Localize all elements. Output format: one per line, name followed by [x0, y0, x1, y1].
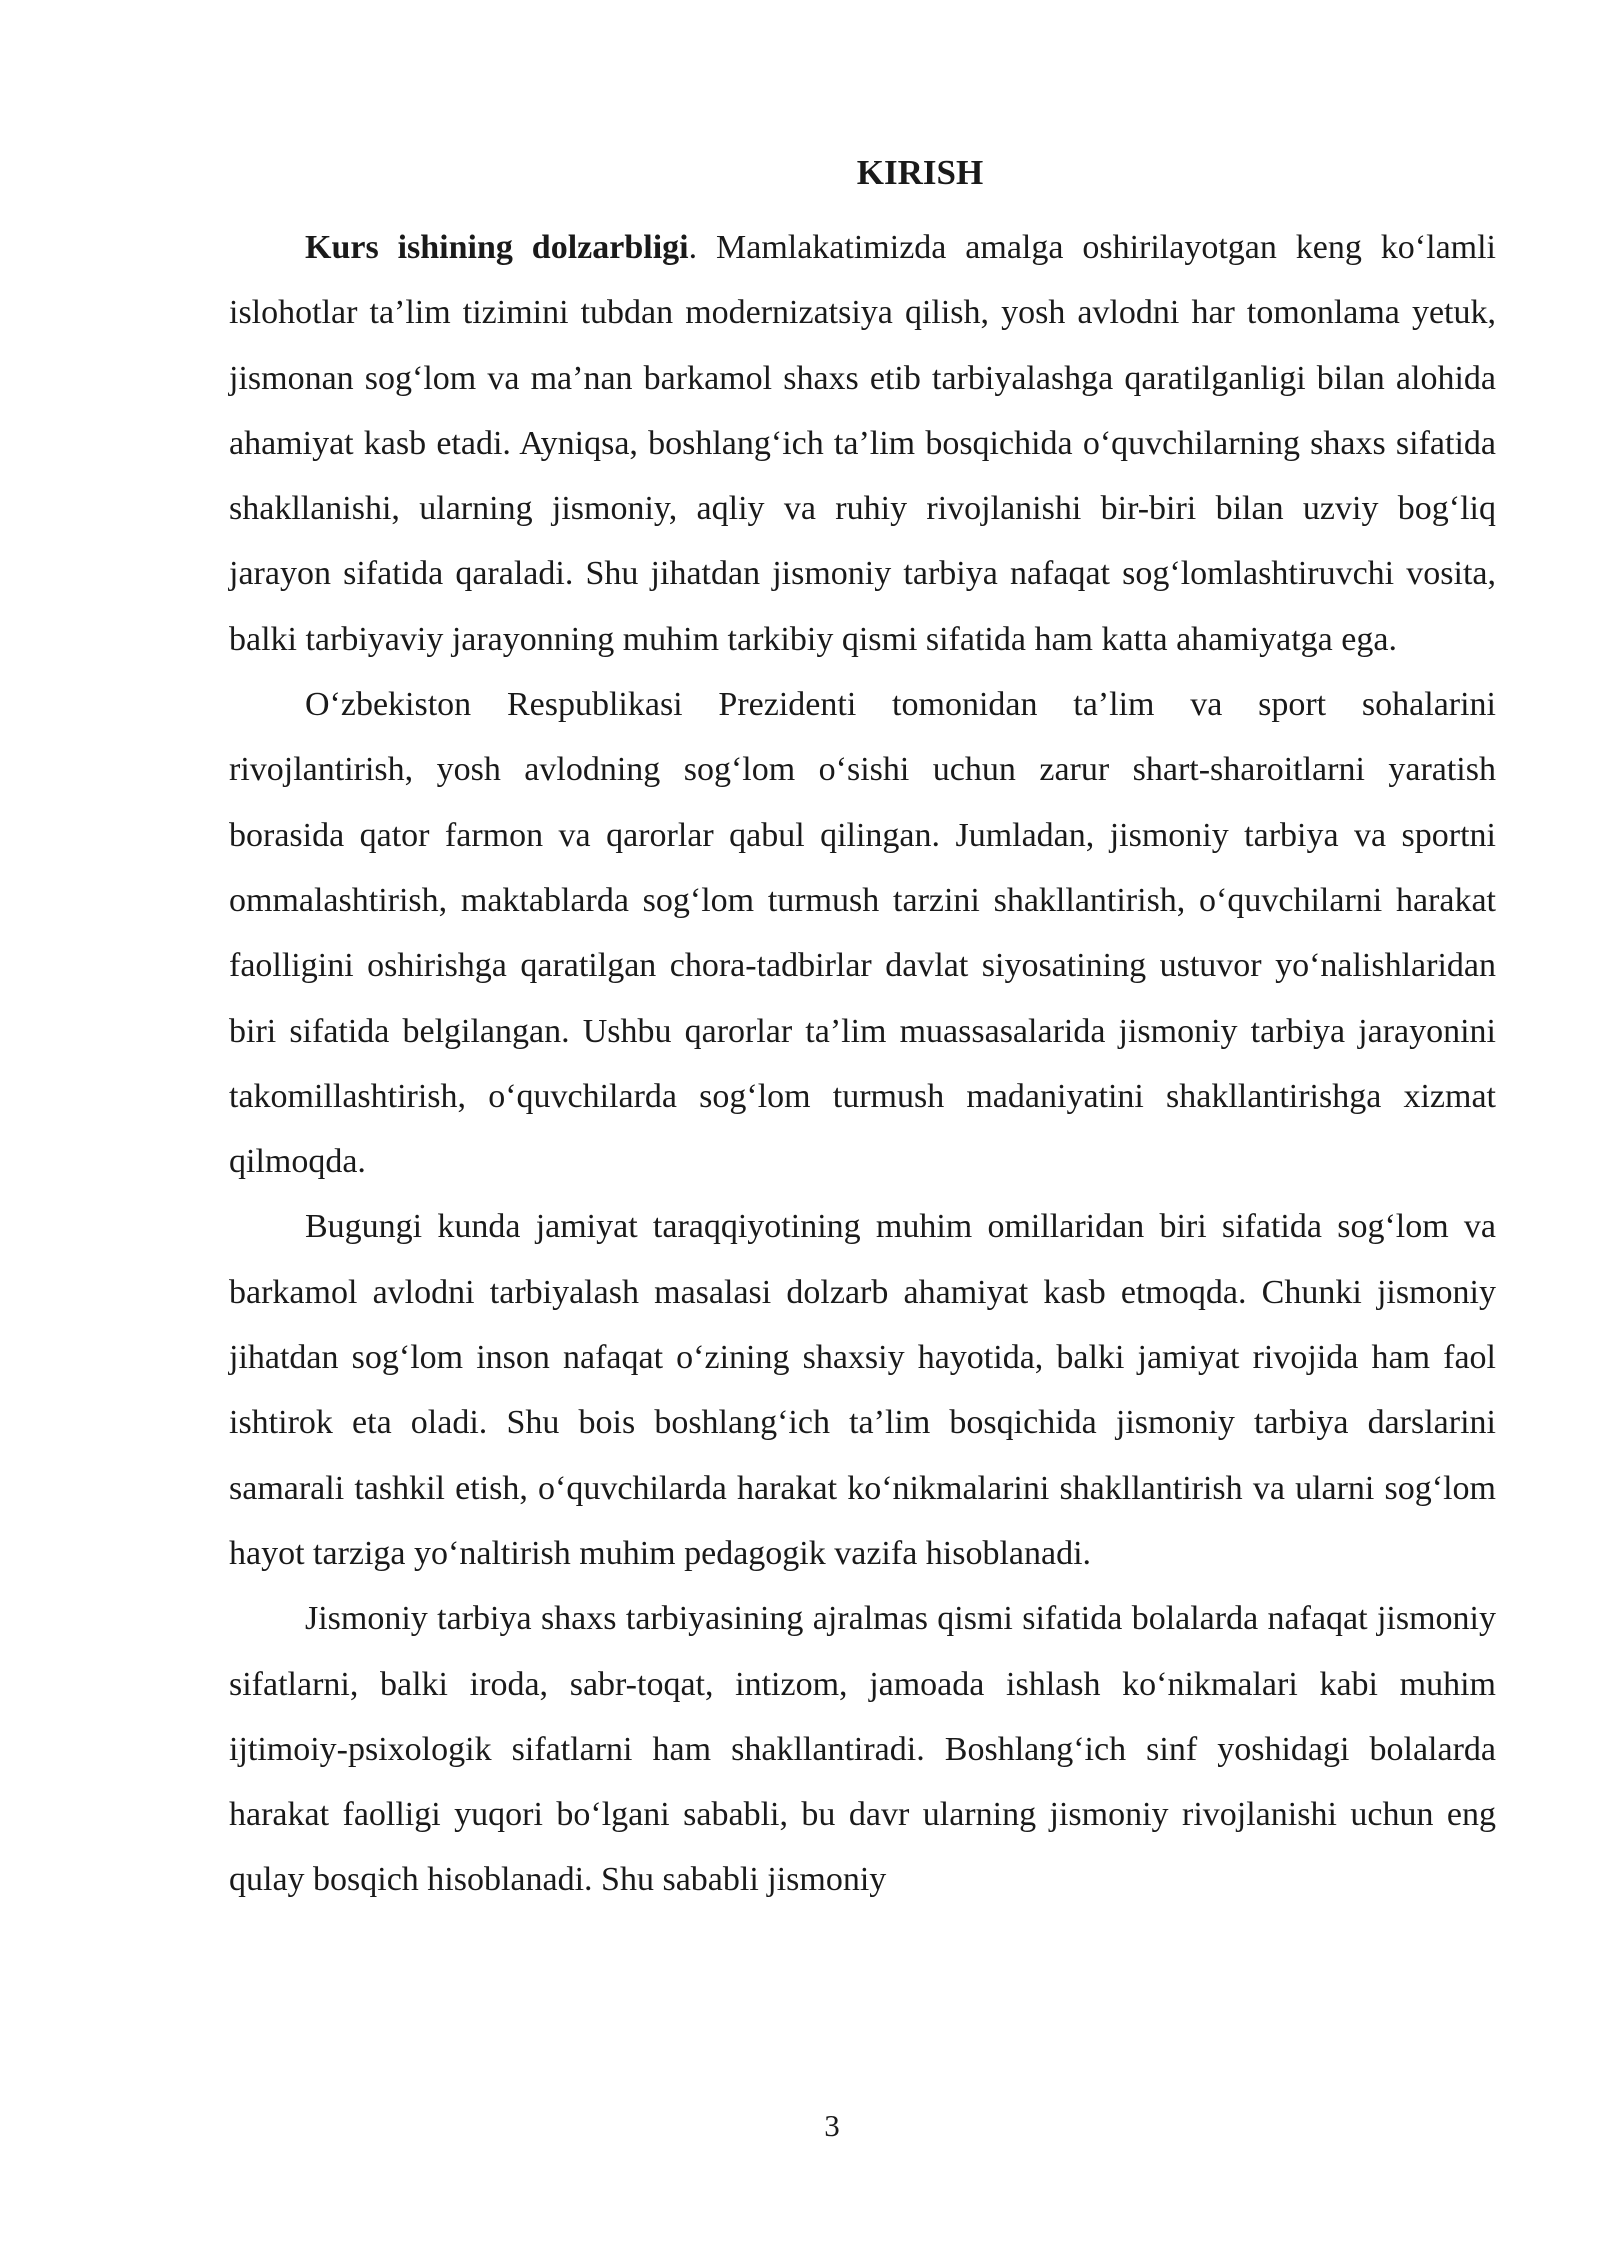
paragraph-4: Jismoniy tarbiya shaxs tarbiyasining ajralmas qismi sifatida bolalarda nafaqat jismoniy sifatlarni, balki iroda, sabr-toqat, intizom, jamoada ishlash ko‘nikmalari kabi muhim ijtimoiy-psixologik sifatlarni ham shakllantiradi. Boshlang‘ich sinf yoshidagi bolalarda harakat faolligi yuqori bo‘lgani sababli, bu davr ularning jismoniy rivojlanishi uchun eng qulay bosqich hisoblanadi. Shu sababli jismoniy: [229, 1600, 1496, 1899]
page-number: 3: [824, 2108, 840, 2143]
paragraph-2: O‘zbekiston Respublikasi Prezidenti tomonidan ta’lim va sport sohalarini rivojlantirish, yosh avlodning sog‘lom o‘sishi uchun zarur shart-sharoitlarni yaratish borasida qator farmon va qarorlar qabul qilingan. Jumladan, jismoniy tarbiya va sportni ommalashtirish, maktablarda sog‘lom turmush tarzini shakllantirish, o‘quvchilarni harakat faolligini oshirishga qaratilgan chora-tadbirlar davlat siyosatining ustuvor yo‘nalishlaridan biri sifatida belgilangan. Ushbu qarorlar ta’lim muassasalarida jismoniy tarbiya jarayonini takomillashtirish, o‘quvchilarda sog‘lom turmush madaniyatini shakllantirishga xizmat qilmoqda.: [229, 686, 1496, 1181]
paragraph-1: [229, 215, 1496, 672]
page-title: KIRISH: [856, 153, 984, 192]
paragraph-3: Bugungi kunda jamiyat taraqqiyotining muhim omillaridan biri sifatida sog‘lom va barkamol avlodni tarbiyalash masalasi dolzarb ahamiyat kasb etmoqda. Chunki jismoniy jihatdan sog‘lom inson nafaqat o‘zining shaxsiy hayotida, balki jamiyat rivojida ham faol ishtirok eta oladi. Shu bois boshlang‘ich ta’lim bosqichida jismoniy tarbiya darslarini samarali tashkil etish, o‘quvchilarda harakat ko‘nikmalarini shakllantirish va ularni sog‘lom hayot tarziga yo‘naltirish muhim pedagogik vazifa hisoblanadi.: [229, 1208, 1496, 1572]
paragraph-1-text: . Mamlakatimizda amalga oshirilayotgan keng ko‘lamli islohotlar ta’lim tizimini tubdan modernizatsiya qilish, yosh avlodni har tomonlama yetuk, jismonan sog‘lom va ma’nan barkamol shaxs etib tarbiyalashga qaratilganligi bilan alohida ahamiyat kasb etadi. Ayniqsa, boshlang‘ich ta’lim bosqichida o‘quvchilarning shaxs sifatida shakllanishi, ularning jismoniy, aqliy va ruhiy rivojlanishi bir-biri bilan uzviy bog‘liq jarayon sifatida qaraladi. Shu jihatdan jismoniy tarbiya nafaqat sog‘lomlashtiruvchi vosita, balki tarbiyaviy jarayonning muhim tarkibiy qismi sifatida ham katta ahamiyatga ega.: [229, 229, 1496, 658]
lead-heading: Kurs ishining dolzarbligi: [305, 229, 689, 266]
document-page: [229, 150, 1496, 1913]
